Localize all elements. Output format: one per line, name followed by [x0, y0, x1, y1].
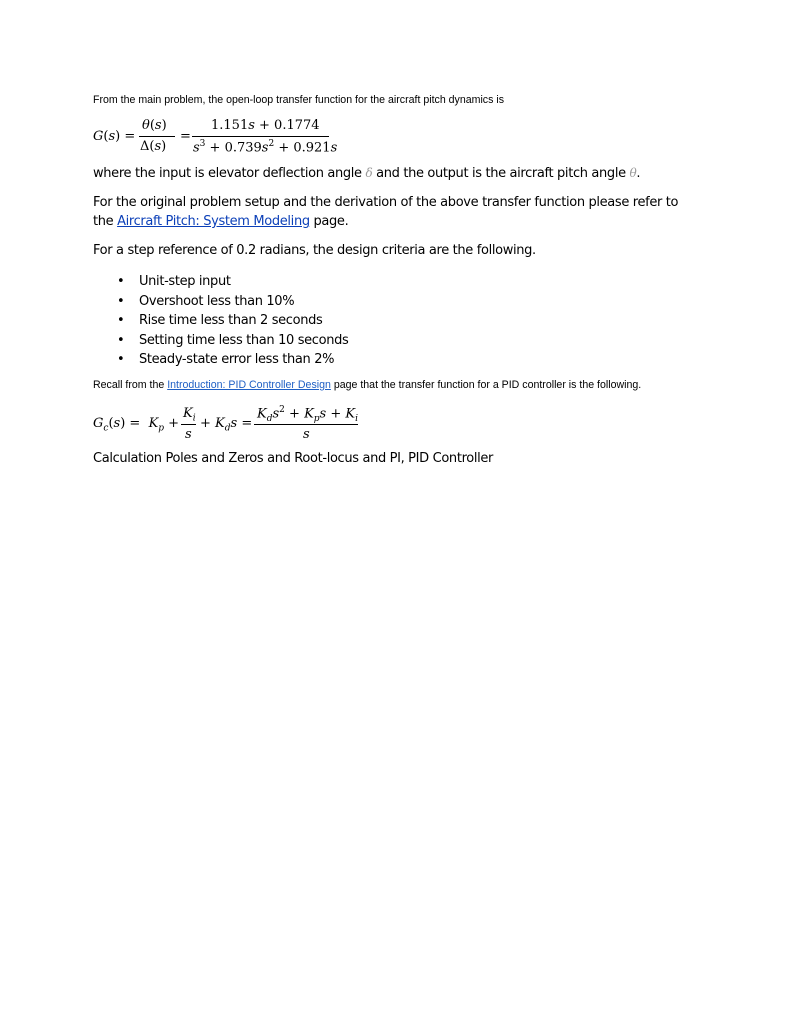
aircraft-pitch-modeling-link[interactable]: Aircraft Pitch: System Modeling	[117, 214, 310, 229]
list-item: • Overshoot less than 10%	[93, 292, 348, 312]
eq1-fraction-bar-1	[139, 136, 175, 137]
intro-text: From the main problem, the open-loop transfer function for the aircraft pitch dynamics is	[93, 94, 504, 106]
delta-symbol: δ	[365, 166, 373, 180]
eq1-denominator-delta: Δ(s)	[140, 139, 167, 154]
eq2-fraction-bar-1	[181, 424, 196, 425]
eq1-numerator-theta: θ(s)	[142, 118, 167, 133]
list-item: • Unit-step input	[93, 272, 348, 292]
refer-text-line2: the Aircraft Pitch: System Modeling page.	[93, 214, 349, 229]
bullet-icon: •	[117, 352, 125, 367]
bullet-icon: •	[117, 332, 125, 348]
design-criteria-list	[93, 272, 348, 370]
step-reference-text: For a step reference of 0.2 radians, the design criteria are the following.	[93, 243, 536, 258]
pid-controller-design-link[interactable]: Introduction: PID Controller Design	[167, 379, 331, 391]
recall-text: Recall from the Introduction: PID Controller Design page that the transfer function for a PID controller is the following.	[93, 379, 642, 391]
eq2-fraction-bar-2	[254, 424, 358, 425]
list-item: • Rise time less than 2 seconds	[93, 311, 348, 331]
bullet-icon: •	[117, 313, 125, 328]
bullet-icon: •	[117, 274, 125, 289]
eq1-fraction-bar-2	[192, 136, 329, 137]
eq1-numerator: 1.151s + 0.1774	[211, 118, 320, 133]
calculation-text: Calculation Poles and Zeros and Root-locus and PI, PID Controller	[93, 451, 494, 466]
refer-text-line1: For the original problem setup and the derivation of the above transfer function please refer to	[93, 195, 679, 210]
list-item: • Steady-state error less than 2%	[93, 350, 348, 370]
eq1-denominator: $s^3 + 0.739s^2 + 0.921s$	[193, 139, 338, 156]
eq1-equals: =	[180, 129, 191, 144]
theta-symbol: θ	[629, 166, 637, 180]
bullet-icon: •	[117, 293, 125, 309]
where-text: where the input is elevator deflection angle δ and the output is the aircraft pitch angle θ.	[93, 166, 641, 181]
list-item: • Setting time less than 10 seconds	[93, 331, 348, 351]
